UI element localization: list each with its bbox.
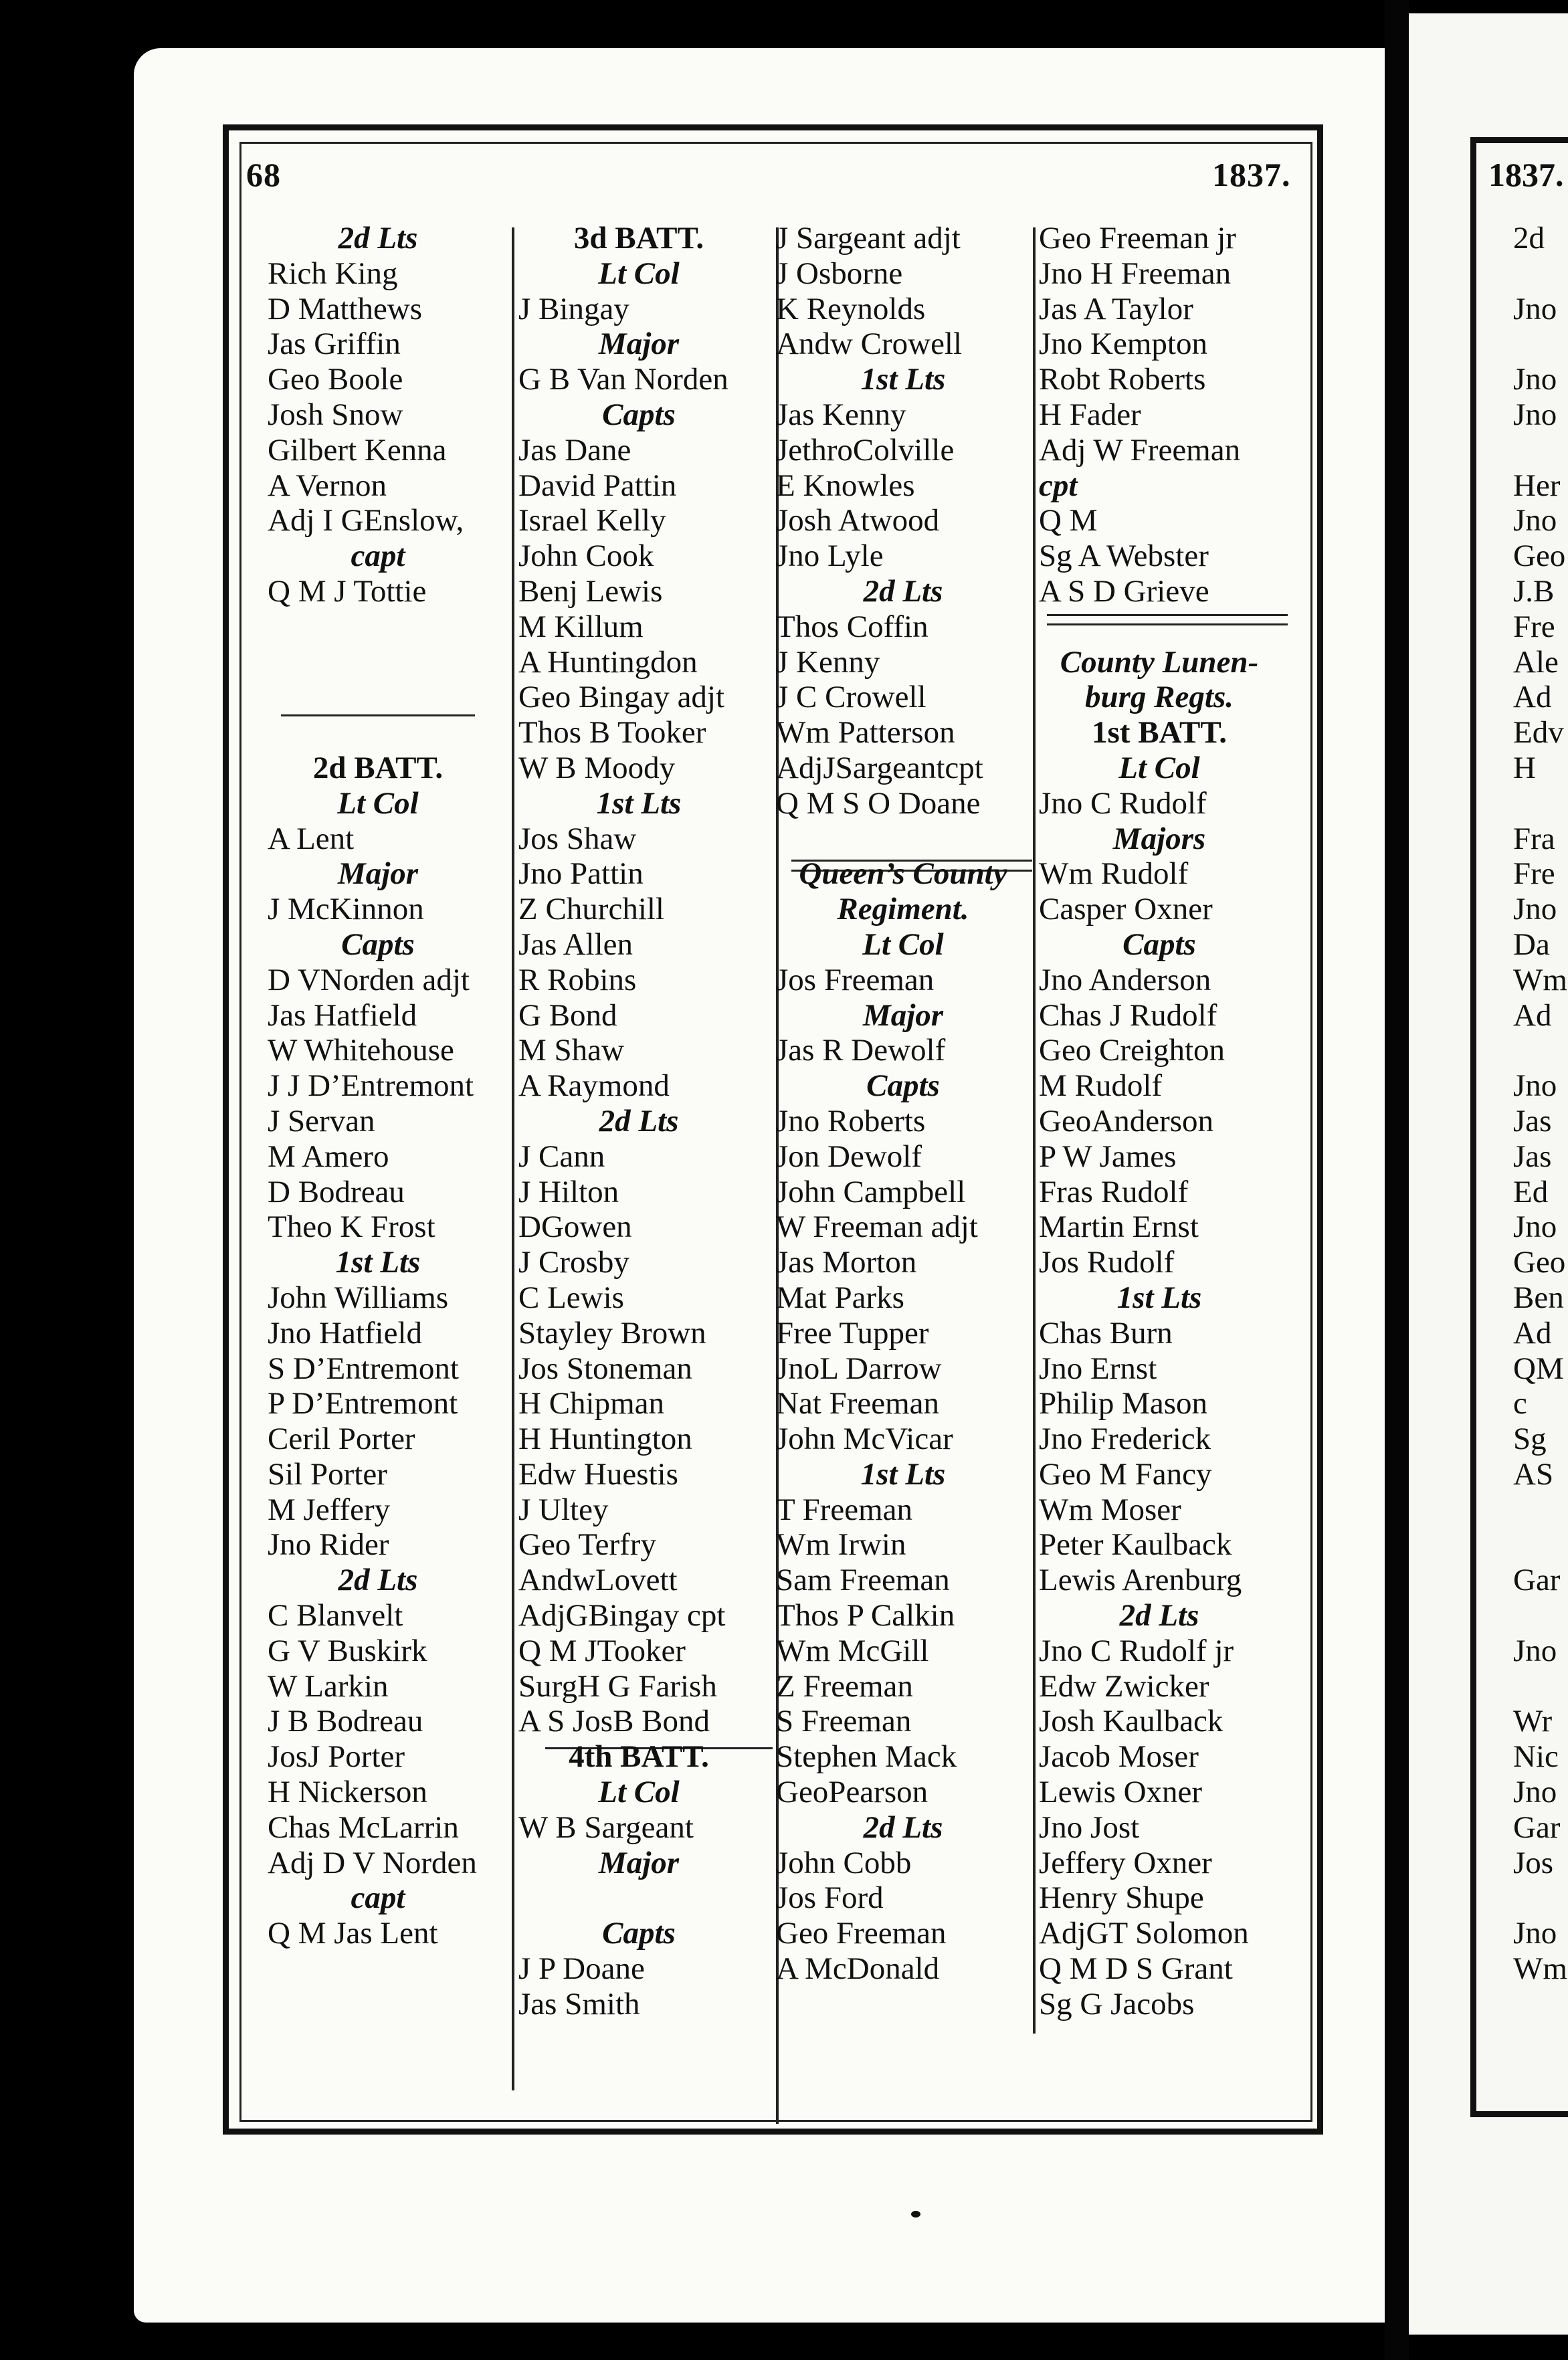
roster-line: Wm Moser — [1039, 1492, 1181, 1527]
facing-line: J.B — [1513, 573, 1555, 609]
facing-line: Ale — [1513, 644, 1559, 680]
facing-line: Jno — [1513, 362, 1557, 397]
roster-line: H Nickerson — [268, 1775, 427, 1810]
roster-line: Gilbert Kenna — [268, 432, 447, 468]
facing-line: Edv — [1513, 715, 1564, 751]
roster-line: Jno H Freeman — [1039, 256, 1232, 291]
roster-line: 3d BATT. — [573, 221, 704, 256]
roster-line: 2d BATT. — [312, 750, 444, 785]
roster-line: W Freeman adjt — [776, 1209, 978, 1245]
roster-line: Wm Patterson — [776, 715, 955, 751]
roster-line: Adj D V Norden — [268, 1845, 477, 1880]
roster-line: John McVicar — [776, 1421, 953, 1457]
facing-line: Jno — [1513, 291, 1557, 326]
roster-line: Rich King — [268, 256, 398, 291]
roster-line: Major — [598, 1845, 680, 1880]
facing-line: Fre — [1513, 856, 1555, 892]
roster-line: Martin Ernst — [1039, 1209, 1199, 1245]
roster-line: SurgH G Farish — [518, 1668, 717, 1704]
roster-line: Jos Rudolf — [1039, 1245, 1175, 1280]
facing-line: Jno — [1513, 503, 1557, 538]
roster-line: Jno Anderson — [1039, 962, 1211, 997]
facing-line: Nic — [1513, 1739, 1559, 1775]
roster-line: E Knowles — [776, 468, 915, 503]
roster-line: Thos P Calkin — [776, 1598, 955, 1634]
roster-line: Q M J Tottie — [268, 573, 427, 609]
roster-line: Jas Smith — [518, 1986, 640, 2022]
facing-page-year: 1837. — [1488, 156, 1564, 193]
roster-line: Jos Stoneman — [518, 1351, 692, 1386]
roster-line: J C Crowell — [776, 680, 926, 715]
roster-line: J Crosby — [518, 1245, 629, 1280]
roster-line: Wm Rudolf — [1039, 856, 1189, 892]
roster-line: Jno Hatfield — [268, 1315, 423, 1351]
roster-line: Sam Freeman — [776, 1563, 950, 1598]
roster-line: G V Buskirk — [268, 1633, 427, 1668]
roster-line: Josh Kaulback — [1039, 1704, 1223, 1739]
roster-line: S D’Entremont — [268, 1351, 459, 1386]
roster-line: 1st Lts — [1116, 1280, 1202, 1315]
roster-line: J Ultey — [518, 1492, 609, 1527]
facing-line: Jno — [1513, 1916, 1557, 1951]
roster-line: 1st Lts — [860, 1456, 946, 1492]
ink-dot — [911, 2211, 920, 2218]
roster-line: J McKinnon — [268, 892, 424, 927]
roster-line: 1st Lts — [596, 785, 682, 821]
roster-line: H Chipman — [518, 1386, 665, 1421]
roster-line: A S D Grieve — [1039, 573, 1209, 609]
roster-line: C Lewis — [518, 1280, 624, 1315]
roster-line: P W James — [1039, 1139, 1177, 1174]
roster-line: M Jeffery — [268, 1492, 391, 1527]
facing-page-column — [1513, 221, 1568, 1987]
facing-line: Ad — [1513, 680, 1552, 715]
roster-line: 1st Lts — [860, 362, 946, 397]
roster-line: A S JosB Bond — [518, 1704, 710, 1739]
roster-line: John Campbell — [776, 1174, 966, 1209]
roster-line — [518, 1880, 759, 1916]
roster-line: Nat Freeman — [776, 1386, 940, 1421]
roster-line: Geo Freeman jr — [1039, 221, 1236, 256]
roster-line — [776, 821, 1030, 857]
roster-line: Free Tupper — [776, 1315, 929, 1351]
roster-line: T Freeman — [776, 1492, 913, 1527]
roster-line: P D’Entremont — [268, 1386, 458, 1421]
roster-line: H Fader — [1039, 397, 1141, 432]
roster-line: Major — [337, 856, 419, 892]
roster-line: S Freeman — [776, 1704, 912, 1739]
facing-line: Da — [1513, 926, 1550, 962]
roster-line: Jno Jost — [1039, 1809, 1140, 1845]
roster-line: Geo Bingay adjt — [518, 680, 725, 715]
facing-line: Sg — [1513, 1421, 1547, 1457]
roster-line: David Pattin — [518, 468, 677, 503]
roster-line: Jas Hatfield — [268, 997, 417, 1033]
facing-line — [1513, 786, 1568, 821]
roster-line: Geo Boole — [268, 362, 403, 397]
book-spine — [1385, 0, 1409, 2360]
roster-line: capt — [351, 538, 405, 574]
facing-line: Jno — [1513, 892, 1557, 927]
column-divider-3 — [1033, 227, 1036, 2034]
roster-line: Jno Roberts — [776, 1103, 926, 1139]
roster-line: Chas J Rudolf — [1039, 997, 1217, 1033]
facing-line: Geo — [1513, 1245, 1566, 1280]
roster-line: J P Doane — [518, 1951, 645, 1987]
roster-line: John Williams — [268, 1280, 449, 1315]
roster-line: Capts — [602, 397, 676, 432]
roster-line: Jas Dane — [518, 432, 631, 468]
roster-line: Jeffery Oxner — [1039, 1845, 1212, 1880]
column-4 — [1039, 221, 1280, 2022]
roster-line: K Reynolds — [776, 291, 926, 326]
facing-line: QM — [1513, 1351, 1564, 1386]
roster-line: J J D’Entremont — [268, 1068, 474, 1104]
roster-line: Capts — [602, 1916, 676, 1951]
roster-line: DGowen — [518, 1209, 632, 1245]
roster-line: Josh Atwood — [776, 503, 940, 538]
facing-line — [1513, 433, 1568, 468]
page-year: 1837. — [1212, 156, 1291, 193]
roster-line: Philip Mason — [1039, 1386, 1208, 1421]
facing-line: Gar — [1513, 1563, 1561, 1598]
facing-line: Ed — [1513, 1174, 1549, 1209]
roster-line: J Kenny — [776, 644, 880, 680]
roster-line: Geo Terfry — [518, 1527, 656, 1563]
roster-line: Jno C Rudolf jr — [1039, 1633, 1234, 1668]
facing-line: Fra — [1513, 821, 1555, 856]
facing-line — [1513, 1880, 1568, 1916]
roster-line: cpt — [1039, 468, 1078, 503]
roster-line: JethroColville — [776, 432, 955, 468]
roster-line: M Amero — [268, 1139, 389, 1174]
roster-line: Queen’s County — [799, 856, 1007, 892]
roster-line: Geo Freeman — [776, 1916, 947, 1951]
roster-line: W B Moody — [518, 750, 676, 785]
roster-line: Sg A Webster — [1039, 538, 1209, 574]
roster-line: Geo Creighton — [1039, 1033, 1226, 1068]
roster-line: 4th BATT. — [569, 1739, 709, 1775]
roster-line: Chas McLarrin — [268, 1809, 459, 1845]
roster-line: J Cann — [518, 1139, 605, 1174]
roster-line: AndwLovett — [518, 1563, 678, 1598]
roster-line: Jno Frederick — [1039, 1421, 1211, 1457]
roster-line: JosJ Porter — [268, 1739, 405, 1775]
roster-line: A Lent — [268, 821, 355, 856]
roster-line: Jos Freeman — [776, 962, 935, 997]
facing-line: Jas — [1513, 1139, 1552, 1174]
roster-line: Jas R Dewolf — [776, 1033, 946, 1068]
facing-line — [1513, 1669, 1568, 1704]
facing-line: H — [1513, 750, 1536, 785]
roster-line: Jon Dewolf — [776, 1139, 922, 1174]
roster-line: Capts — [1122, 926, 1196, 962]
roster-line: Q M — [1039, 503, 1098, 538]
facing-line: Jno — [1513, 397, 1557, 432]
roster-line: Jos Shaw — [518, 821, 637, 856]
roster-line: 2d Lts — [863, 1809, 943, 1845]
facing-line: Jas — [1513, 1103, 1552, 1139]
roster-line: D VNorden adjt — [268, 962, 470, 997]
roster-line: Z Churchill — [518, 892, 664, 927]
roster-line: M Rudolf — [1039, 1068, 1163, 1104]
roster-line: Edw Huestis — [518, 1456, 678, 1492]
roster-line: 2d Lts — [599, 1103, 679, 1139]
facing-line: Wr — [1513, 1704, 1553, 1739]
roster-line: Wm McGill — [776, 1633, 929, 1668]
facing-line: Jno — [1513, 1068, 1557, 1104]
roster-line: Lt Col — [598, 1775, 680, 1810]
roster-line: Wm Irwin — [776, 1527, 906, 1563]
facing-line: AS — [1513, 1456, 1554, 1492]
roster-line — [268, 680, 488, 715]
column-3 — [776, 221, 1030, 1987]
roster-line: Jno Kempton — [1039, 326, 1207, 362]
roster-line: Q M Jas Lent — [268, 1916, 438, 1951]
roster-line: Capts — [341, 926, 415, 962]
facing-line: Ad — [1513, 997, 1552, 1033]
roster-line: J Sargeant adjt — [776, 221, 961, 256]
roster-line: Jno Rider — [268, 1527, 389, 1563]
roster-line: Major — [862, 997, 944, 1033]
roster-line: Lewis Oxner — [1039, 1775, 1203, 1810]
roster-line: AdjGT Solomon — [1039, 1916, 1249, 1951]
roster-line: Lt Col — [1118, 750, 1200, 785]
roster-line: Casper Oxner — [1039, 892, 1213, 927]
roster-line: Jas Morton — [776, 1245, 917, 1280]
roster-line: John Cook — [518, 538, 654, 574]
roster-line: 2d Lts — [338, 1563, 418, 1598]
roster-line: H Huntington — [518, 1421, 692, 1457]
roster-line: Majors — [1112, 821, 1206, 856]
page-number: 68 — [246, 156, 281, 193]
facing-line — [1513, 1527, 1568, 1563]
facing-line — [1513, 256, 1568, 292]
roster-line: capt — [351, 1880, 405, 1916]
roster-line: Capts — [866, 1068, 940, 1104]
roster-line: Jno Ernst — [1039, 1351, 1157, 1386]
facing-line: 2d — [1513, 221, 1545, 256]
facing-line: Her — [1513, 468, 1561, 503]
roster-line: Andw Crowell — [776, 326, 963, 362]
roster-line: Stayley Brown — [518, 1315, 706, 1351]
roster-line: Jno C Rudolf — [1039, 785, 1207, 821]
roster-line: JnoL Darrow — [776, 1351, 942, 1386]
roster-line: Jas Griffin — [268, 326, 401, 362]
roster-line — [268, 609, 488, 645]
facing-line: Ben — [1513, 1280, 1564, 1315]
roster-line: 2d Lts — [1119, 1598, 1199, 1634]
roster-line: Jas Allen — [518, 926, 633, 962]
roster-line: Q M D S Grant — [1039, 1951, 1233, 1987]
column-1 — [268, 221, 488, 1951]
roster-line: A Raymond — [518, 1068, 670, 1104]
roster-line: Adj W Freeman — [1039, 432, 1241, 468]
roster-line: Q M JTooker — [518, 1633, 686, 1668]
roster-line: Lewis Arenburg — [1039, 1563, 1242, 1598]
facing-line: Jno — [1513, 1209, 1557, 1245]
roster-line: A McDonald — [776, 1951, 940, 1987]
roster-line: Mat Parks — [776, 1280, 904, 1315]
roster-line: GeoAnderson — [1039, 1103, 1214, 1139]
facing-line: Fre — [1513, 609, 1555, 644]
roster-line — [268, 715, 488, 751]
roster-line: Lt Col — [862, 926, 944, 962]
facing-line — [1513, 326, 1568, 362]
roster-line: Peter Kaulback — [1039, 1527, 1232, 1563]
roster-line: Sil Porter — [268, 1456, 387, 1492]
facing-line — [1513, 1033, 1568, 1068]
roster-line: Sg G Jacobs — [1039, 1986, 1195, 2022]
roster-line — [1039, 609, 1280, 645]
facing-line: Wm — [1513, 1951, 1567, 1987]
roster-line: Henry Shupe — [1039, 1880, 1204, 1916]
roster-line: Robt Roberts — [1039, 362, 1206, 397]
column-2 — [518, 221, 759, 2022]
roster-line: Jno Lyle — [776, 538, 884, 574]
facing-line: Jno — [1513, 1633, 1557, 1668]
roster-line: Jas Kenny — [776, 397, 906, 432]
roster-line: GeoPearson — [776, 1775, 928, 1810]
facing-line: c — [1513, 1386, 1527, 1421]
roster-line: Edw Zwicker — [1039, 1668, 1209, 1704]
roster-line: Ceril Porter — [268, 1421, 415, 1457]
roster-line: Jos Ford — [776, 1880, 884, 1916]
roster-line: A Huntingdon — [518, 644, 698, 680]
roster-line: Geo M Fancy — [1039, 1456, 1212, 1492]
facing-line: Gar — [1513, 1809, 1561, 1845]
roster-line: J B Bodreau — [268, 1704, 423, 1739]
roster-line: Chas Burn — [1039, 1315, 1173, 1351]
roster-line: Jno Pattin — [518, 856, 644, 892]
facing-line: Wm — [1513, 962, 1567, 997]
facing-line: Jno — [1513, 1775, 1557, 1810]
facing-line — [1513, 1598, 1568, 1634]
roster-line: burg Regts. — [1085, 680, 1234, 715]
roster-line: D Matthews — [268, 291, 423, 326]
column-divider-1 — [512, 227, 514, 2090]
roster-line: Major — [598, 326, 680, 362]
roster-line: D Bodreau — [268, 1174, 405, 1209]
roster-line: Adj I GEnslow, — [268, 503, 464, 538]
roster-line: Josh Snow — [268, 397, 403, 432]
roster-line: Q M S O Doane — [776, 785, 981, 821]
roster-line: W Whitehouse — [268, 1033, 454, 1068]
roster-line: A Vernon — [268, 468, 387, 503]
roster-line: 2d Lts — [338, 221, 418, 256]
roster-line: Jacob Moser — [1039, 1739, 1199, 1775]
roster-line: Regiment. — [837, 892, 969, 927]
facing-line — [1513, 1492, 1568, 1528]
roster-line: Thos B Tooker — [518, 715, 706, 751]
roster-line: W B Sargeant — [518, 1809, 694, 1845]
roster-line: Z Freeman — [776, 1668, 913, 1704]
roster-line: 2d Lts — [863, 573, 943, 609]
roster-line: 1st Lts — [335, 1245, 421, 1280]
roster-line: County Lunen- — [1060, 644, 1259, 680]
roster-line: G B Van Norden — [518, 362, 728, 397]
roster-line: M Killum — [518, 609, 644, 644]
facing-line: Ad — [1513, 1315, 1552, 1351]
roster-line: J Hilton — [518, 1174, 619, 1209]
roster-line: J Servan — [268, 1103, 375, 1139]
roster-line: AdjJSargeantcpt — [776, 750, 983, 785]
roster-line: Lt Col — [598, 256, 680, 291]
roster-line: AdjGBingay cpt — [518, 1598, 726, 1634]
facing-line: Geo — [1513, 538, 1566, 574]
roster-line: Jas A Taylor — [1039, 291, 1193, 326]
facing-line: Jos — [1513, 1845, 1554, 1880]
roster-line — [268, 645, 488, 680]
roster-line: 1st BATT. — [1092, 715, 1227, 751]
roster-line: Lt Col — [337, 785, 419, 821]
roster-line: G Bond — [518, 997, 617, 1033]
roster-line: J Bingay — [518, 291, 629, 326]
roster-line: Stephen Mack — [776, 1739, 957, 1775]
roster-line: Benj Lewis — [518, 573, 663, 609]
roster-line: W Larkin — [268, 1668, 389, 1704]
roster-line: R Robins — [518, 962, 637, 997]
roster-line: M Shaw — [518, 1033, 624, 1068]
roster-line: Fras Rudolf — [1039, 1174, 1189, 1209]
roster-line: Thos Coffin — [776, 609, 928, 644]
roster-line: John Cobb — [776, 1845, 912, 1880]
roster-line: Theo K Frost — [268, 1209, 435, 1245]
roster-line: Israel Kelly — [518, 503, 666, 538]
roster-line: J Osborne — [776, 256, 903, 291]
roster-line: C Blanvelt — [268, 1598, 403, 1634]
